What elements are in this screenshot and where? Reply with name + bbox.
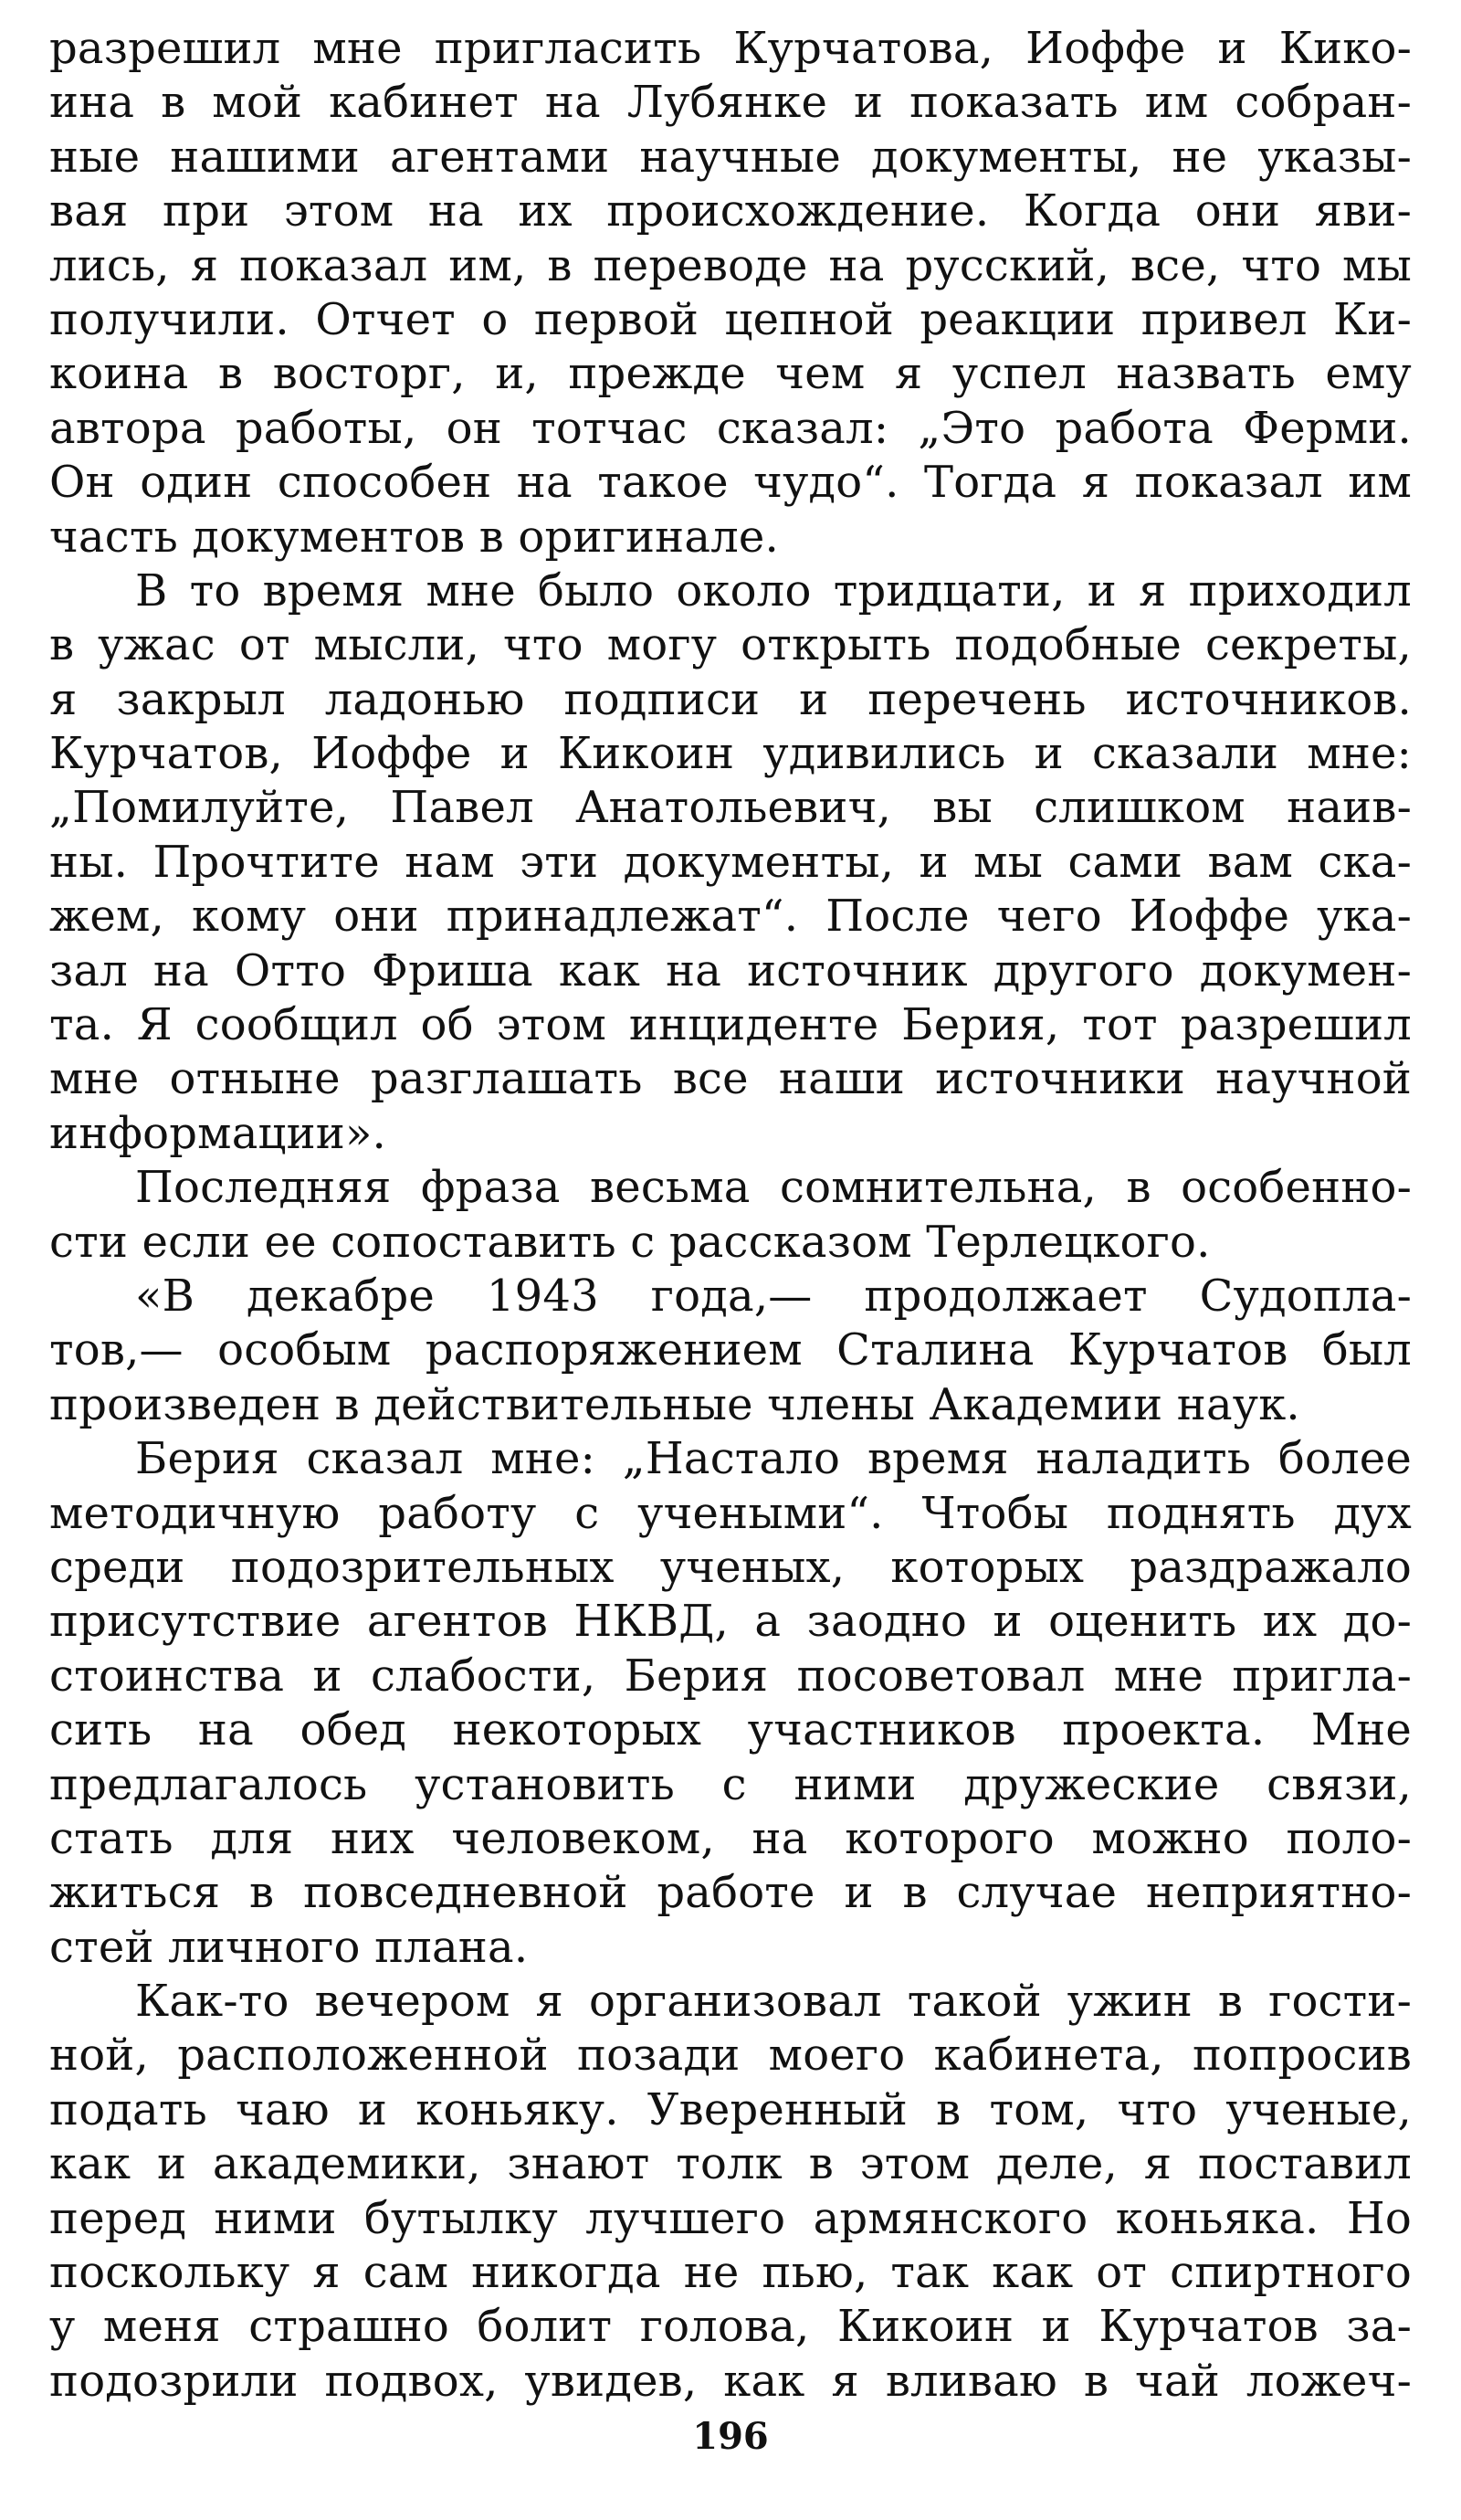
text-line: лись, я показал им, в переводе на русский, все, что мы <box>49 239 1412 291</box>
text-line: я закрыл ладонью подписи и перечень источников. <box>49 673 1412 725</box>
text-line: ной, расположенной позади моего кабинета, попросив <box>49 2030 1412 2082</box>
text-line: ина в мой кабинет на Лубянке и показать им собран- <box>49 77 1412 129</box>
text-line: произведен в действительные члены Академии наук. <box>49 1378 1300 1430</box>
text-line: методичную работу с учеными“. Чтобы поднять дух <box>49 1487 1412 1539</box>
text-line: мне отныне разглашать все наши источники научной <box>49 1053 1412 1105</box>
text-line: сить на обед некоторых участников проекта. Мне <box>49 1704 1412 1756</box>
text-line: вая при этом на их происхождение. Когда они яви- <box>49 185 1412 237</box>
text-line: перед ними бутылку лучшего армянского коньяка. Но <box>49 2192 1412 2244</box>
text-line: у меня страшно болит голова, Кикоин и Курчатов за- <box>49 2301 1412 2353</box>
text-line: стей личного плана. <box>49 1921 529 1973</box>
text-line: ные нашими агентами научные документы, не указы- <box>49 131 1412 183</box>
text-line: Он один способен на такое чудо“. Тогда я показал им <box>49 457 1412 509</box>
text-line: тов,— особым распоряжением Сталина Курчатов был <box>49 1324 1412 1376</box>
page-number: 196 <box>692 2415 769 2458</box>
text-line: Как-то вечером я организовал такой ужин в гости- <box>135 1976 1412 2028</box>
text-line: поскольку я сам никогда не пью, так как от спиртного <box>49 2247 1412 2299</box>
text-line: подозрили подвох, увидев, как я вливаю в чай ложеч- <box>49 2355 1412 2407</box>
text-line: „Помилуйте, Павел Анатольевич, вы слишком наив- <box>49 782 1412 834</box>
text-line: предлагалось установить с ними дружеские связи, <box>49 1758 1412 1810</box>
text-line: присутствие агентов НКВД, а заодно и оценить их до- <box>49 1596 1412 1648</box>
text-line: В то время мне было около тридцати, и я приходил <box>135 564 1412 617</box>
text-line: стоинства и слабости, Берия посоветовал мне пригла- <box>49 1650 1412 1702</box>
text-line: стать для них человеком, на которого можно поло- <box>49 1812 1412 1864</box>
text-line: подать чаю и коньяку. Уверенный в том, что ученые, <box>49 2083 1412 2135</box>
text-line: получили. Отчет о первой цепной реакции привел Ки- <box>49 293 1412 345</box>
text-line: как и академики, знают толк в этом деле, я поставил <box>49 2138 1412 2190</box>
text-line: житься в повседневной работе и в случае неприятно- <box>49 1867 1412 1919</box>
text-line: автора работы, он тотчас сказал: „Это работа Ферми. <box>49 402 1412 454</box>
text-line: Последняя фраза весьма сомнительна, в особенно- <box>135 1162 1412 1214</box>
text-line: в ужас от мысли, что могу открыть подобные секреты, <box>49 619 1412 671</box>
text-line: разрешил мне пригласить Курчатова, Иоффе и Кико- <box>49 23 1412 74</box>
text-line: среди подозрительных ученых, которых раздражало <box>49 1541 1412 1593</box>
text-line: коина в восторг, и, прежде чем я успел назвать ему <box>49 348 1412 400</box>
text-line: Курчатов, Иоффе и Кикоин удивились и сказали мне: <box>49 728 1412 780</box>
body-text <box>49 22 1412 2409</box>
text-line: «В декабре 1943 года,— продолжает Судопла- <box>135 1270 1412 1322</box>
text-line: Берия сказал мне: „Настало время наладить более <box>135 1433 1412 1485</box>
text-line: часть документов в оригинале. <box>49 511 779 563</box>
text-line: информации». <box>49 1107 387 1159</box>
text-line: зал на Отто Фриша как на источник другого докумен- <box>49 944 1412 996</box>
text-line: жем, кому они принадлежат“. После чего Иоффе ука- <box>49 891 1412 943</box>
text-line: та. Я сообщил об этом инциденте Берия, тот разрешил <box>49 999 1412 1051</box>
text-line: ны. Прочтите нам эти документы, и мы сами вам ска- <box>49 836 1412 888</box>
text-line: сти если ее сопоставить с рассказом Терлецкого. <box>49 1216 1211 1268</box>
